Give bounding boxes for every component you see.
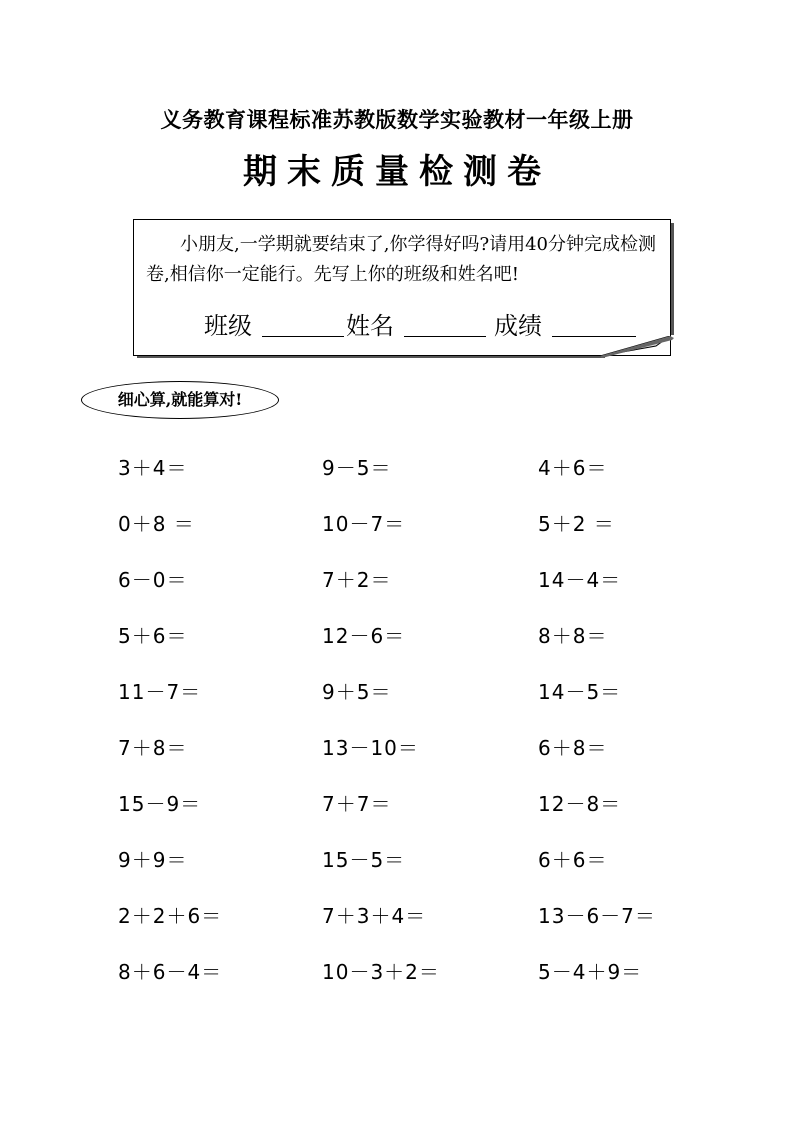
math-problem: 8＋6－4＝ — [118, 960, 223, 984]
math-problem: 6＋6＝ — [538, 848, 608, 872]
math-problem: 7＋8＝ — [118, 736, 188, 760]
class-field[interactable] — [262, 336, 344, 337]
math-problem: 0＋8 ＝ — [118, 512, 195, 536]
math-problem: 10－3＋2＝ — [322, 960, 440, 984]
name-field[interactable] — [404, 336, 486, 337]
page-curl-icon — [600, 336, 676, 358]
math-problem: 7＋3＋4＝ — [322, 904, 427, 928]
math-problem: 4＋6＝ — [538, 456, 608, 480]
math-problem: 14－4＝ — [538, 568, 622, 592]
math-problem: 7＋7＝ — [322, 792, 392, 816]
document-subtitle: 义务教育课程标准苏教版数学实验教材一年级上册 — [160, 107, 634, 132]
math-problem: 15－5＝ — [322, 848, 406, 872]
math-problem: 5－4＋9＝ — [538, 960, 643, 984]
math-problem: 7＋2＝ — [322, 568, 392, 592]
math-problem: 6＋8＝ — [538, 736, 608, 760]
math-problem: 8＋8＝ — [538, 624, 608, 648]
name-label: 姓名 — [346, 312, 394, 340]
math-problem: 9－5＝ — [322, 456, 392, 480]
math-problem: 5＋6＝ — [118, 624, 188, 648]
math-problem: 6－0＝ — [118, 568, 188, 592]
student-info-fields — [204, 306, 638, 341]
section-label: 细心算,就能算对! — [81, 381, 279, 419]
class-label: 班级 — [204, 312, 252, 340]
math-problem: 13－6－7＝ — [538, 904, 656, 928]
score-label: 成绩 — [494, 312, 542, 340]
math-problem: 12－8＝ — [538, 792, 622, 816]
math-problem: 12－6＝ — [322, 624, 406, 648]
math-problem: 3＋4＝ — [118, 456, 188, 480]
document-title: 期末质量检测卷 — [243, 152, 551, 192]
math-problem: 14－5＝ — [538, 680, 622, 704]
math-problem: 9＋9＝ — [118, 848, 188, 872]
notice-text: 小朋友,一学期就要结束了,你学得好吗?请用40分钟完成检测卷,相信你一定能行。先写上你的班级和姓名吧! — [146, 234, 656, 285]
math-problem: 9＋5＝ — [322, 680, 392, 704]
math-problem: 15－9＝ — [118, 792, 202, 816]
notice-box — [133, 219, 671, 356]
math-problem: 2＋2＋6＝ — [118, 904, 223, 928]
math-problem: 10－7＝ — [322, 512, 406, 536]
math-problem: 13－10＝ — [322, 736, 419, 760]
math-problem: 11－7＝ — [118, 680, 202, 704]
math-problem: 5＋2 ＝ — [538, 512, 615, 536]
